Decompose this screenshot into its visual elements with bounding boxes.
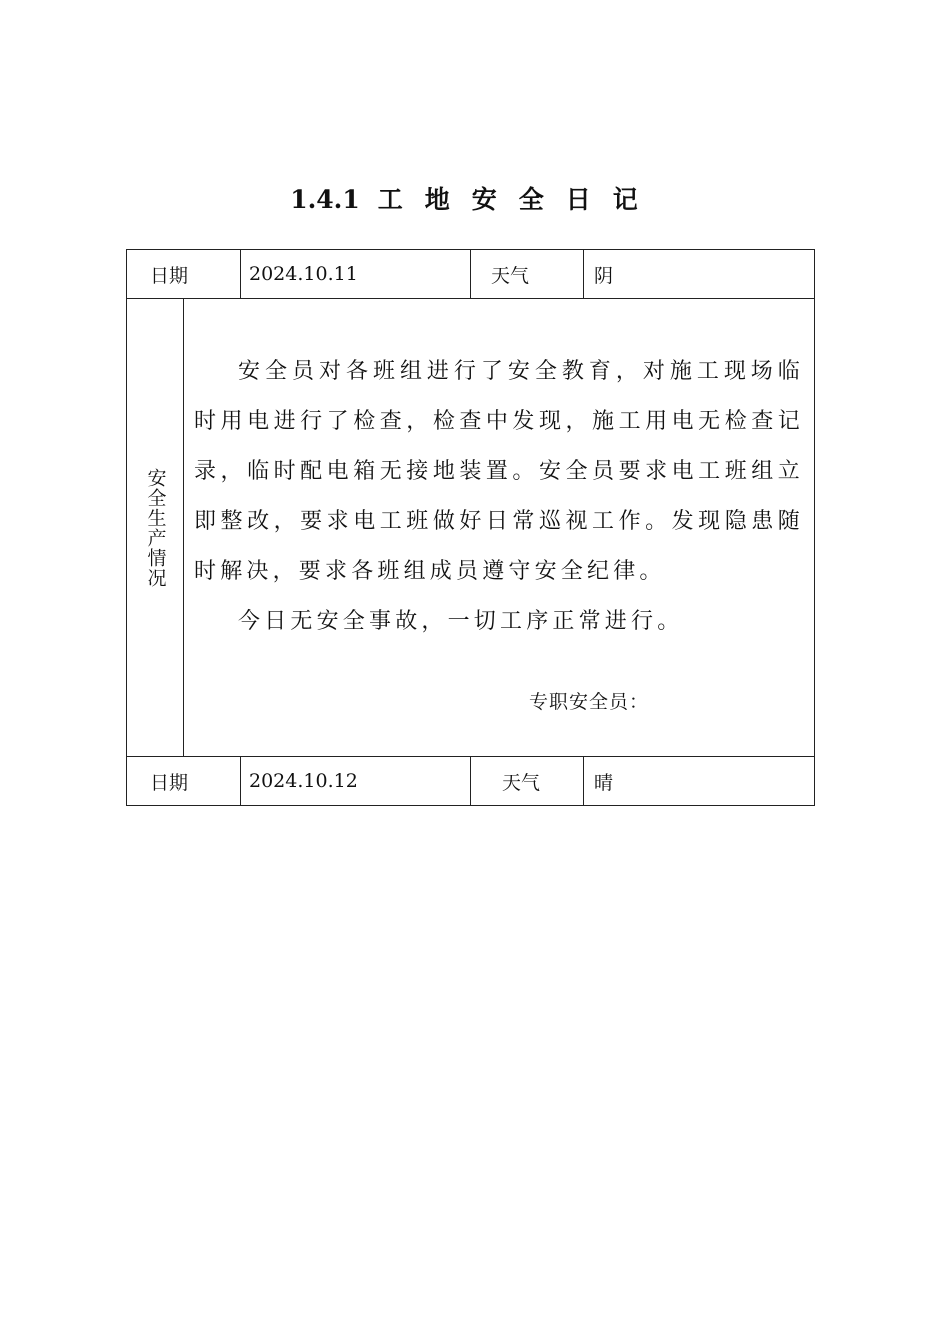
section-label-text: 安全生产情况: [144, 467, 167, 588]
title-number: 1.4.1: [290, 185, 360, 214]
date-label: 日期: [127, 250, 241, 298]
weather-label: 天气: [471, 757, 584, 805]
section-content: [184, 299, 814, 756]
date-value: 2024.10.12: [241, 757, 471, 805]
weather-value: 阴: [594, 264, 614, 287]
weather-label: 天气: [471, 250, 584, 298]
report-paragraph: 今日无安全事故，一切工序正常进行。: [238, 609, 684, 634]
report-paragraph: 安全员对各班组进行了安全教育，对施工现场临时用电进行了检查，检查中发现，施工用电无检查记录，临时配电箱无接地装置。安全员要求电工班组立即整改，要求电工班做好日常巡视工作。发现隐患随时解决，要求各班组成员遵守安全纪律。: [194, 359, 804, 584]
entry-row-2: [127, 756, 814, 805]
weather-value: 晴: [594, 771, 614, 794]
section-label: [127, 299, 184, 756]
safety-log-table: [126, 249, 815, 806]
safety-section: [127, 298, 814, 756]
signature-line: 专职安全员：: [529, 691, 650, 713]
title-text: 工地安全日记: [377, 185, 660, 214]
date-value: 2024.10.11: [241, 250, 471, 298]
entry-row-1: [127, 250, 814, 298]
date-label: 日期: [127, 757, 241, 805]
page-title: [0, 180, 950, 216]
